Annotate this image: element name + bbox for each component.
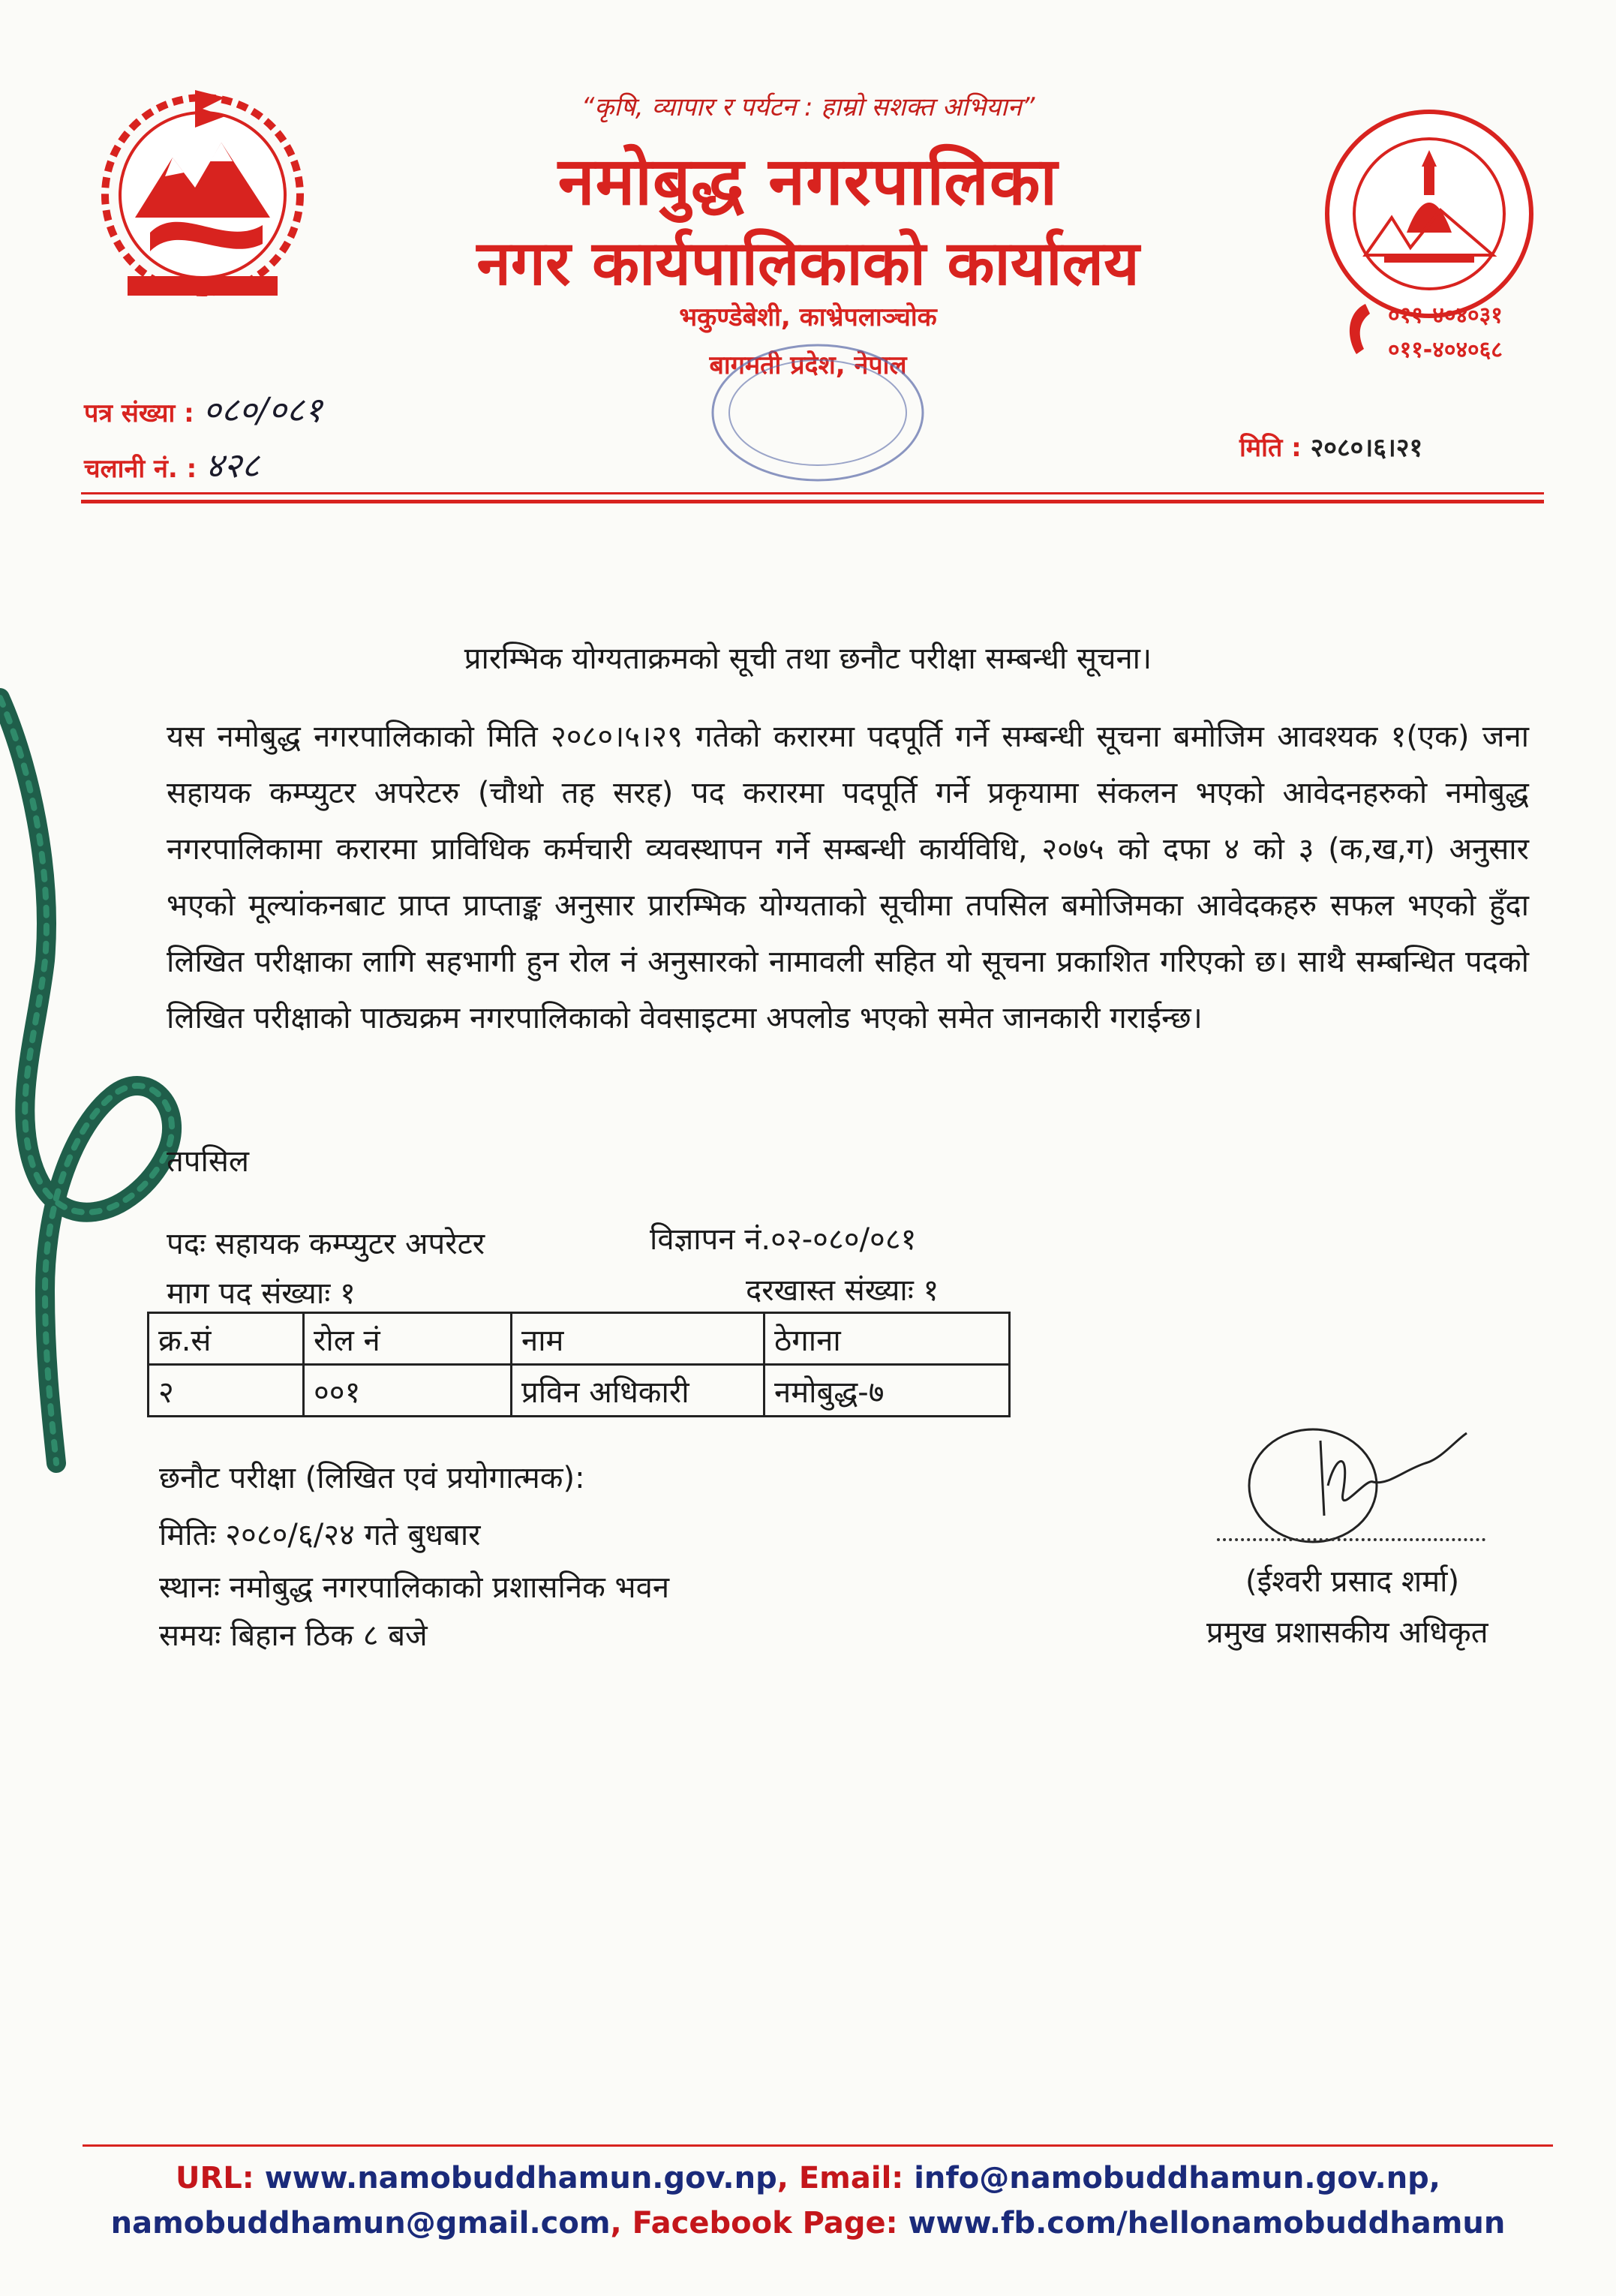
exam-date: मितिः २०८०/६/२४ गते बुधबार <box>159 1518 481 1552</box>
date-label: मिति : <box>1239 433 1302 463</box>
signature <box>1230 1411 1470 1546</box>
gmail-link[interactable]: namobuddhamun@gmail.com <box>110 2206 611 2240</box>
results-table <box>147 1312 1011 1417</box>
application-count: दरखास्त संख्याः १ <box>746 1273 939 1308</box>
table-header-cell: नाम <box>512 1313 764 1365</box>
table-cell: ००१ <box>304 1365 512 1417</box>
signatory-title: प्रमुख प्रशासकीय अधिकृत <box>1206 1615 1488 1650</box>
table-header-cell: रोल नं <box>304 1313 512 1365</box>
phone-icon <box>1343 300 1380 360</box>
table-cell: प्रविन अधिकारी <box>512 1365 764 1417</box>
exam-place: स्थानः नमोबुद्ध नगरपालिकाको प्रशासनिक भवन <box>159 1570 670 1605</box>
post-name: पदः सहायक कम्प्युटर अपरेटर <box>167 1227 485 1261</box>
advertisement-number: विज्ञापन नं.०२-०८०/०८१ <box>650 1222 917 1257</box>
header-divider-thick <box>81 500 1544 503</box>
phone-number: ०११-४०४०३१ <box>1388 302 1503 329</box>
signature-line <box>1217 1538 1485 1541</box>
slogan: “कृषि, व्यापार र पर्यटन : हाम्रो सशक्त अभियान” <box>581 92 1035 122</box>
table-header-cell: ठेगाना <box>764 1313 1010 1365</box>
notice-subject: प्रारम्भिक योग्यताक्रमको सूची तथा छनौट परीक्षा सम्बन्धी सूचना। <box>464 642 1152 676</box>
exam-heading: छनौट परीक्षा (लिखित एवं प्रयोगात्मक): <box>159 1461 585 1495</box>
chalani-value: ४२८ <box>206 445 260 485</box>
chalani-label: चलानी नं. : <box>84 454 197 484</box>
header-divider <box>81 492 1544 494</box>
notice-body: यस नमोबुद्ध नगरपालिकाको मिति २०८०।५।२९ गतेको करारमा पदपूर्ति गर्ने सम्बन्धी सूचना बमोजिम आवश्यक १(एक) जना सहायक कम्प्युटर अपरेटरु (चौथो तह सरह) पद करारमा पदपूर्ति गर्ने प्रकृयामा संकलन भएको आवेदनहरुको नमोबुद्ध नगरपालिकामा करारमा प्राविधिक कर्मचारी व्यवस्थापन गर्ने सम्बन्धी कार्यविधि, २०७५ को दफा ४ को ३ (क,ख,ग) अनुसार भएको मूल्यांकनबाट प्राप्त प्राप्ताङ्क अनुसार प्रारम्भिक योग्यताको सूचीमा तपसिल बमोजिमका आवेदकहरु सफल भएको हुँदा लिखित परीक्षाका लागि सहभागी हुन रोल नं अनुसारको नामावली सहित यो सूचना प्रकाशित गरिएको छ। साथै सम्बन्धित पदको लिखित परीक्षाको पाठ्यक्रम नगरपालिकाको वेवसाइटमा अपलोड भएको समेत जानकारी गराईन्छ। <box>167 720 1529 1035</box>
address-line1: भकुण्डेबेशी, काभ्रेपलाञ्चोक <box>679 302 937 332</box>
website-link[interactable]: www.namobuddhamun.gov.np <box>264 2161 777 2195</box>
facebook-label: , Facebook Page: <box>610 2206 909 2240</box>
patra-value: ०८०/०८१ <box>203 389 323 430</box>
office-title: नगर कार्यपालिकाको कार्यालय <box>476 228 1140 299</box>
municipality-title: नमोबुद्ध नगरपालिका <box>557 143 1059 220</box>
exam-time: समयः बिहान ठिक ८ बजे <box>159 1618 428 1653</box>
date-value: २०८०।६।२१ <box>1310 433 1423 463</box>
signatory-name: (ईश्वरी प्रसाद शर्मा) <box>1245 1564 1460 1599</box>
tapasil-label: तपसिल <box>167 1144 250 1179</box>
email-label: , Email: <box>776 2161 915 2195</box>
chalani-number <box>84 441 260 488</box>
table-cell: नमोबुद्ध-७ <box>764 1365 1010 1417</box>
office-stamp <box>705 338 930 488</box>
address-line2: बागमती प्रदेश, नेपाल <box>709 350 907 380</box>
table-header-cell: क्र.सं <box>149 1313 304 1365</box>
date-field <box>1239 429 1422 464</box>
patra-label: पत्र संख्या : <box>84 398 194 428</box>
footer-line2 <box>0 2206 1616 2240</box>
phone-number: ०११-४०४०६८ <box>1388 337 1503 363</box>
email-link[interactable]: info@namobuddhamun.gov.np, <box>914 2161 1440 2195</box>
table-cell: २ <box>149 1365 304 1417</box>
table-row <box>149 1365 1010 1417</box>
table-header-row <box>149 1313 1010 1365</box>
phone-numbers <box>1388 299 1503 368</box>
footer-line1 <box>0 2161 1616 2195</box>
demand-count: माग पद संख्याः १ <box>167 1276 356 1311</box>
url-label: URL: <box>176 2161 265 2195</box>
footer-divider <box>83 2144 1553 2147</box>
patra-sankhya <box>84 386 323 432</box>
facebook-link[interactable]: www.fb.com/hellonamobuddhamun <box>908 2206 1506 2240</box>
